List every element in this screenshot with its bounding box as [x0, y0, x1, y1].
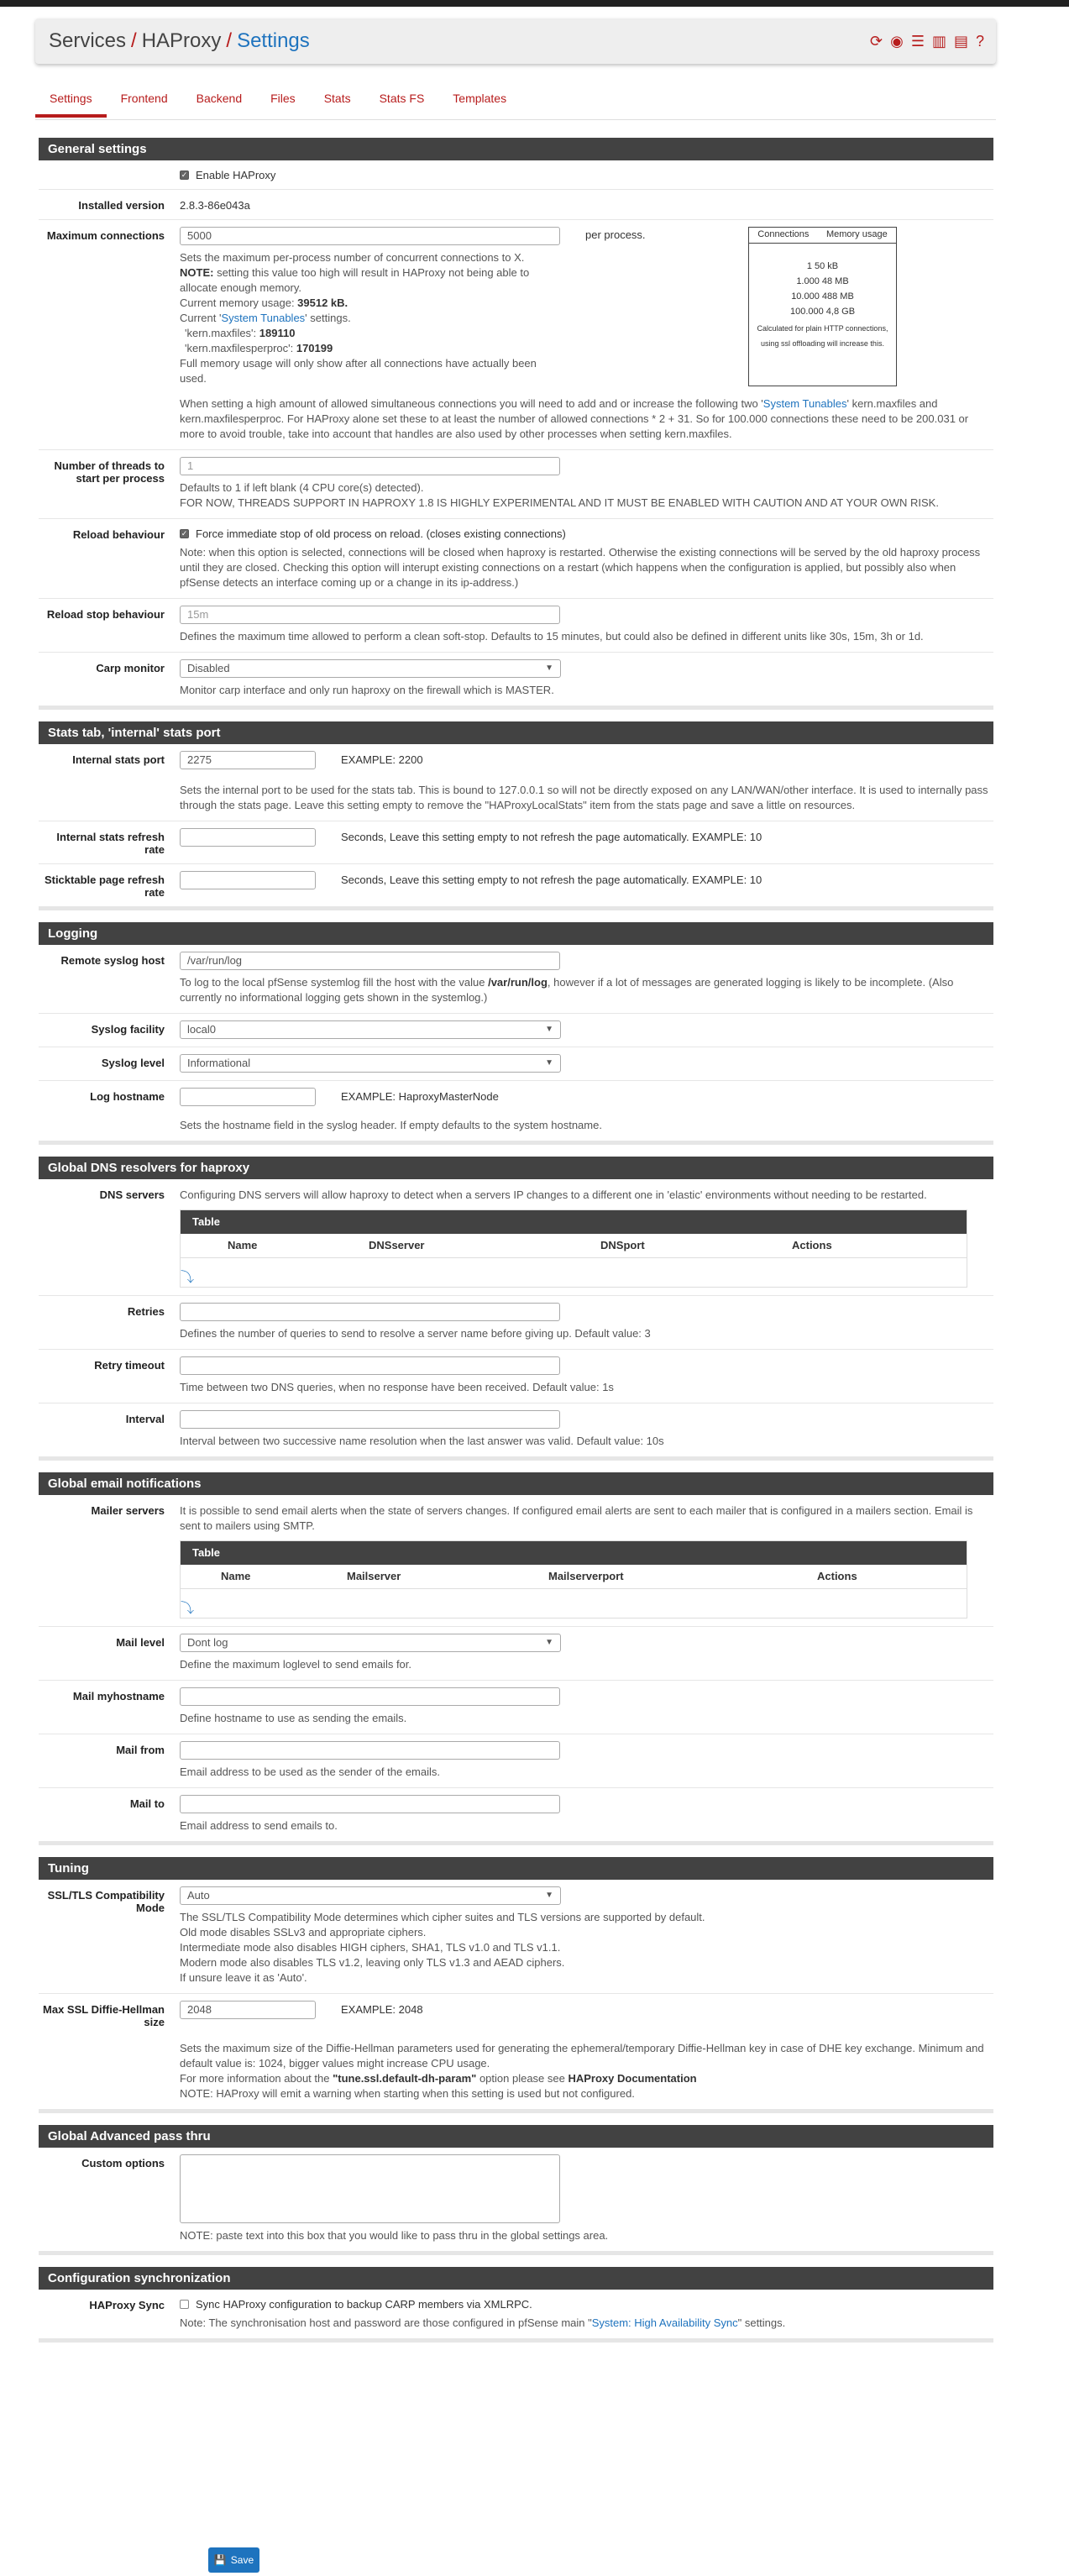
stop-icon[interactable]: ◉: [890, 33, 904, 50]
chevron-down-icon: ▼: [545, 1638, 553, 1647]
panel-heading: Configuration synchronization: [39, 2267, 993, 2290]
breadcrumb-haproxy[interactable]: HAProxy: [141, 29, 222, 52]
dns-servers-table: Table Name DNSserver DNSport Actions ⤵: [180, 1209, 967, 1288]
panel-heading: Tuning: [39, 1857, 993, 1880]
tab-templates[interactable]: Templates: [453, 92, 507, 105]
field-label: DNS servers: [99, 1188, 165, 1201]
row-threads: Number of threads to start per process 1 Defaults to 1 if left blank (4 CPU core(s) detected). FOR NOW, THREADS SUPPORT IN HAPROXY 1.8 IS HIGHLY EXPERIMENTAL AND IT MUST BE ENABLED WITH CAUTION AND AT YOUR OWN RISK.: [39, 450, 993, 519]
row-stats-refresh: Internal stats refresh rate Seconds, Leave this setting empty to not refresh the page automatically. EXAMPLE: 10: [39, 821, 993, 864]
row-dns-retries: Retries Defines the number of queries to send to resolve a server name before giving up. Default value: 3: [39, 1296, 993, 1350]
field-label: Mail from: [116, 1744, 165, 1756]
row-syslog-facility: [39, 1014, 993, 1047]
field-label: Maximum connections: [46, 229, 165, 242]
chevron-down-icon: ▼: [545, 1891, 553, 1900]
field-label: HAProxy Sync: [89, 2299, 165, 2311]
max-connections-input[interactable]: 5000: [180, 227, 560, 245]
panel-general-settings: [39, 138, 993, 710]
ha-sync-link[interactable]: System: High Availability Sync: [591, 2316, 738, 2329]
panel-heading: General settings: [39, 138, 993, 160]
row-enable: [39, 160, 993, 190]
tab-stats-fs[interactable]: Stats FS: [379, 92, 425, 105]
field-label: Installed version: [78, 199, 165, 212]
row-dns-interval: Interval Interval between two successive name resolution when the last answer was valid. Default value: 10s: [39, 1403, 993, 1457]
field-label: Max SSL Diffie-Hellman size: [43, 2003, 165, 2028]
field-label: Retry timeout: [94, 1359, 165, 1372]
threads-input[interactable]: 1: [180, 457, 560, 475]
custom-options-textarea[interactable]: [180, 2154, 560, 2223]
row-sticktable-refresh: Sticktable page refresh rate Seconds, Leave this setting empty to not refresh the page automatically. EXAMPLE: 10: [39, 864, 993, 907]
mail-level-select[interactable]: Dont log ▼: [180, 1634, 561, 1652]
row-syslog-level: [39, 1047, 993, 1081]
row-mail-to: Mail to Email address to send emails to.: [39, 1788, 993, 1842]
syslog-level-select[interactable]: Informational ▼: [180, 1054, 561, 1073]
log-hostname-input[interactable]: [180, 1088, 316, 1106]
installed-version-value: 2.8.3-86e043a: [180, 199, 250, 212]
row-max-connections: Maximum connections 5000 Sets the maximum per-process number of concurrent connections to X. NOTE: setting this value too high will result in HAProxy not being able to allocate enough memory. Current memory usage: 39512 kB. Current 'System Tunables' settings. 'kern.maxfiles': 189110 'kern.maxfilesperproc': 170199 Full memory usage will only show after all connections have actually been used. per process. Connections Memory usage 1 50 kB 1.000 48 MB 10.000 488 MB 100.000 4,8 GB Calculated for plain HTTP connections, using ssl offloading will increase this. When setting a high amount of allowed simultaneous connections you will need to add and or increase the following two 'System Tunables' kern.maxfiles and kern.maxfilesperproc. For HAProxy alone set these to at least the number of allowed connections * 2 + 31. So for 100.000 connections these need to be 200.031 or more to avoid trouble, take into account that handles are also used by other processes when setting kern.maxfiles.: [39, 220, 993, 450]
field-label: Sticktable page refresh rate: [44, 874, 165, 899]
dh-size-input[interactable]: 2048: [180, 2001, 316, 2019]
dns-timeout-input[interactable]: [180, 1356, 560, 1375]
carp-monitor-select[interactable]: Disabled ▼: [180, 659, 561, 678]
mail-myhostname-input[interactable]: [180, 1687, 560, 1706]
field-label: Custom options: [81, 2157, 165, 2169]
chevron-down-icon: ▼: [545, 664, 553, 673]
top-strip: [0, 0, 1069, 7]
row-ssl-mode: SSL/TLS Compatibility Mode Auto ▼ The SSL/TLS Compatibility Mode determines which cipher suites and TLS versions are supported by default. Old mode disables SSLv3 and appropriate ciphers. Intermediate mode also disables HIGH ciphers, SHA1, TLS v1.0 and TLS v1.1. Modern mode also disables TLS v1.2, leaving only TLS v1.3 and AEAD ciphers. If unsure leave it as 'Auto'.: [39, 1880, 993, 1994]
tab-frontend[interactable]: Frontend: [120, 92, 168, 105]
chart-icon[interactable]: ▥: [931, 33, 946, 50]
panel-tuning: [39, 1857, 993, 2113]
stats-refresh-input[interactable]: [180, 828, 316, 847]
row-reload-behaviour: Reload behaviour ✓ Force immediate stop of old process on reload. (closes existing connections) Note: when this option is selected, connections will be closed when haproxy is restarted. Otherwise the existing connections will be served by the old haproxy process until they are closed. Checking this option will interupt existing connections on a restart (which happens when the configuration is applied, but possibly also when pfSense detects an interface coming up or a change in its ip-address.): [39, 519, 993, 599]
row-mail-myhostname: Mail myhostname Define hostname to use as sending the emails.: [39, 1681, 993, 1734]
row-custom-options: Custom options NOTE: paste text into this box that you would like to pass thru in the global settings area.: [39, 2148, 993, 2252]
breadcrumb: Services / HAProxy / Settings: [49, 29, 310, 52]
panel-dns: [39, 1157, 993, 1461]
field-label: Internal stats refresh rate: [56, 831, 165, 856]
mailers-table: Table Name Mailserver Mailserverport Actions ⤵: [180, 1540, 967, 1619]
field-label: Syslog facility: [91, 1023, 165, 1036]
syslog-host-input[interactable]: /var/run/log: [180, 952, 560, 970]
row-mail-level: Mail level Dont log ▼ Define the maximum loglevel to send emails for.: [39, 1627, 993, 1681]
breadcrumb-bar: [35, 18, 996, 64]
panel-sync: [39, 2267, 993, 2343]
row-reload-stop: Reload stop behaviour 15m Defines the maximum time allowed to perform a clean soft-stop. Defaults to 15 minutes, but could also be defined in different units like 30s, 15m, 3h or 1d.: [39, 599, 993, 653]
field-label: SSL/TLS Compatibility Mode: [47, 1889, 165, 1914]
field-label: Interval: [125, 1413, 165, 1425]
field-label: Syslog level: [101, 1057, 165, 1069]
save-button[interactable]: 💾 Save: [208, 2547, 259, 2573]
tab-bar: [35, 84, 996, 120]
row-dh-size: Max SSL Diffie-Hellman size 2048 EXAMPLE: 2048 Sets the maximum size of the Diffie-Hellman parameters used for generating the ephemeral/temporary Diffie-Hellman key in case of DHE key exchange. Minimum and default value is: 1024, bigger values might increase CPU usage. For more information about the "tune.ssl.default-dh-param" option please see HAProxy Documentation NOTE: HAProxy will emit a warning when starting when this setting is used but not configured.: [39, 1994, 993, 2110]
sync-checkbox[interactable]: [180, 2300, 189, 2309]
row-dns-servers: DNS servers Configuring DNS servers will allow haproxy to detect when a servers IP changes to a different one in 'elastic' environments without needing to be restarted. Table Name DNSserver DNSport Actions ⤵: [39, 1179, 993, 1296]
syslog-facility-select[interactable]: local0 ▼: [180, 1020, 561, 1039]
force-stop-checkbox[interactable]: ✓: [181, 529, 188, 538]
add-row-icon[interactable]: ⤵: [181, 1271, 195, 1285]
memory-usage-table: Connections Memory usage 1 50 kB 1.000 48 MB 10.000 488 MB 100.000 4,8 GB Calculated for plain HTTP connections, using ssl offloading will increase this.: [748, 227, 897, 386]
mail-from-input[interactable]: [180, 1741, 560, 1760]
panel-heading: Global Advanced pass thru: [39, 2125, 993, 2148]
field-label: Remote syslog host: [60, 954, 165, 967]
row-carp-monitor: Carp monitor Disabled ▼ Monitor carp interface and only run haproxy on the firewall which is MASTER.: [39, 653, 993, 706]
panel-logging: [39, 922, 993, 1145]
system-tunables-link-2[interactable]: System Tunables: [762, 397, 847, 410]
row-dns-timeout: Retry timeout Time between two DNS queries, when no response have been received. Default value: 1s: [39, 1350, 993, 1403]
system-tunables-link[interactable]: System Tunables: [221, 312, 306, 324]
row-log-hostname: Log hostname EXAMPLE: HaproxyMasterNode Sets the hostname field in the syslog header. If empty defaults to the system hostname.: [39, 1081, 993, 1141]
row-stats-port: Internal stats port 2275 EXAMPLE: 2200 Sets the internal port to be used for the stats tab. This is bound to 127.0.0.1 so will not be directly exposed on any LAN/WAN/other interface. It is used to internally pass through the stats page. Leave this setting empty to remove the "HAProxyLocalStats" item from the stats page and save a little on resources.: [39, 744, 993, 821]
field-label: Mailer servers: [91, 1504, 165, 1517]
tab-settings[interactable]: Settings: [35, 84, 107, 118]
field-label: Internal stats port: [72, 753, 165, 766]
reload-stop-input[interactable]: 15m: [180, 606, 560, 624]
dns-retries-input[interactable]: [180, 1303, 560, 1321]
row-syslog-host: Remote syslog host /var/run/log To log to the local pfSense systemlog fill the host with the value /var/run/log, however if a lot of messages are generated logging is likely to be incomplete. (Also currently no informational logging gets shown in the systemlog.): [39, 945, 993, 1014]
add-row-icon[interactable]: ⤵: [181, 1602, 195, 1616]
field-label: Mail to: [129, 1797, 165, 1810]
panel-advanced: [39, 2125, 993, 2255]
field-label: Retries: [127, 1305, 165, 1318]
row-mailers: Mailer servers It is possible to send email alerts when the state of servers changes. If configured email alerts are sent to each mailer that is configured in a mailers section. Email is sent to mailers using SMTP. Table Name Mailserver Mailserverport Actions ⤵: [39, 1495, 993, 1627]
panel-stats: [39, 721, 993, 910]
breadcrumb-settings[interactable]: Settings: [237, 29, 310, 52]
row-mail-from: Mail from Email address to be used as the sender of the emails.: [39, 1734, 993, 1788]
log-icon[interactable]: ▤: [953, 33, 968, 50]
floppy-icon: 💾: [213, 2554, 227, 2566]
panel-heading: Global email notifications: [39, 1472, 993, 1495]
help-icon[interactable]: ?: [975, 33, 984, 50]
chevron-down-icon: ▼: [545, 1058, 553, 1068]
dns-interval-input[interactable]: [180, 1410, 560, 1429]
memory-usage-value: 39512 kB.: [297, 296, 348, 309]
mail-to-input[interactable]: [180, 1795, 560, 1813]
panel-heading: Global DNS resolvers for haproxy: [39, 1157, 993, 1179]
breadcrumb-services[interactable]: Services: [49, 29, 127, 52]
field-label: Mail level: [116, 1636, 165, 1649]
tab-stats[interactable]: Stats: [323, 92, 351, 105]
field-label: Reload stop behaviour: [46, 608, 165, 621]
sticktable-refresh-input[interactable]: [180, 871, 316, 889]
field-label: Number of threads to start per process: [54, 459, 165, 485]
tab-backend[interactable]: Backend: [196, 92, 243, 105]
field-label: Mail myhostname: [72, 1690, 165, 1702]
sliders-icon[interactable]: ☰: [910, 33, 925, 50]
field-label: Reload behaviour: [72, 528, 165, 541]
haproxy-docs-link[interactable]: HAProxy Documentation: [568, 2072, 697, 2085]
row-installed-version: [39, 190, 993, 220]
enable-haproxy-label: Enable HAProxy: [196, 169, 276, 181]
panel-email: [39, 1472, 993, 1845]
reload-icon[interactable]: ⟳: [870, 33, 883, 50]
row-haproxy-sync: HAProxy Sync Sync HAProxy configuration to backup CARP members via XMLRPC. Note: The synchronisation host and password are those configured in pfSense main "System: High Availability Sync" settings.: [39, 2290, 993, 2339]
main-content: [39, 138, 993, 2354]
tab-files[interactable]: Files: [270, 92, 296, 105]
panel-heading: Logging: [39, 922, 993, 945]
chevron-down-icon: ▼: [545, 1025, 553, 1034]
field-label: Carp monitor: [96, 662, 165, 674]
field-label: Log hostname: [90, 1090, 165, 1103]
maxconn-suffix: per process.: [585, 228, 646, 241]
panel-heading: Stats tab, 'internal' stats port: [39, 721, 993, 744]
header-icons: [870, 32, 984, 50]
ssl-mode-select[interactable]: Auto ▼: [180, 1886, 561, 1905]
stats-port-input[interactable]: 2275: [180, 751, 316, 769]
enable-haproxy-checkbox[interactable]: ✓: [181, 171, 188, 179]
